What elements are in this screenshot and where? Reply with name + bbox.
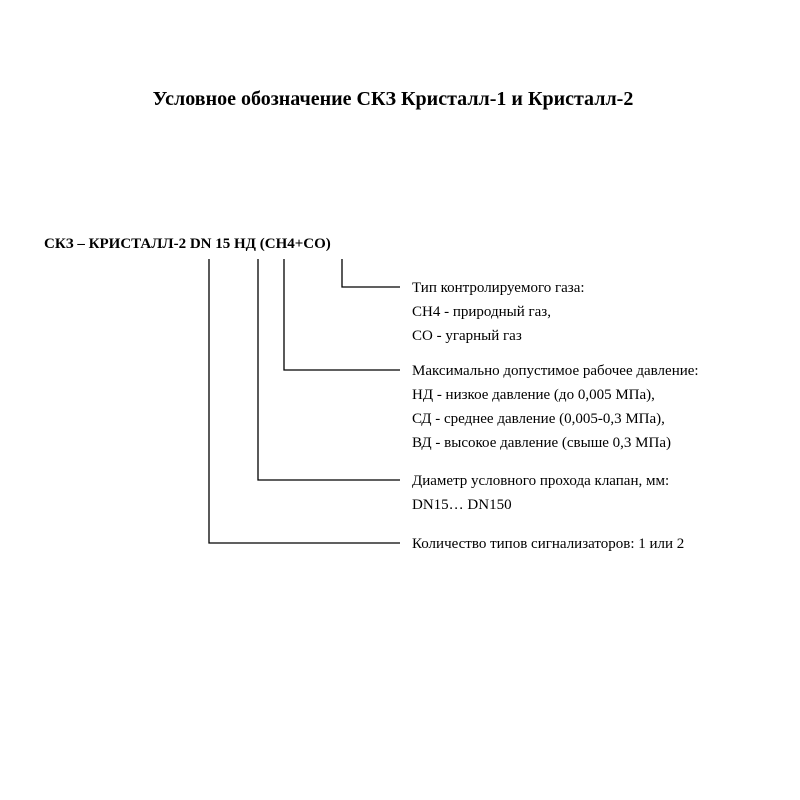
callout-line: CH4 - природный газ, [412,304,551,320]
callout-line: СД - среднее давление (0,005-0,3 МПа), [412,411,665,427]
callout-line: Тип контролируемого газа: [412,280,585,296]
callout-line: CO - угарный газ [412,328,522,344]
connector-gas-type [342,259,400,287]
callout-line: НД - низкое давление (до 0,005 МПа), [412,387,655,403]
connector-sensor-count [209,259,400,543]
diagram-title: Условное обозначение СКЗ Кристалл-1 и Кристалл-2 [152,88,634,110]
callout-line: DN15… DN150 [412,497,512,513]
callout-sensor-count [412,532,684,556]
callout-line: Диаметр условного прохода клапан, мм: [412,473,670,489]
callout-line: Максимально допустимое рабочее давление: [412,363,699,379]
callout-gas-type [412,276,585,348]
callout-line: Количество типов сигнализаторов: 1 или 2 [412,536,685,552]
callout-line: ВД - высокое давление (свыше 0,3 МПа) [412,435,671,451]
callout-diameter [412,469,669,517]
callout-pressure [412,359,699,455]
designation-code: СКЗ – КРИСТАЛЛ-2 DN 15 НД (CH4+CO) [44,236,331,252]
